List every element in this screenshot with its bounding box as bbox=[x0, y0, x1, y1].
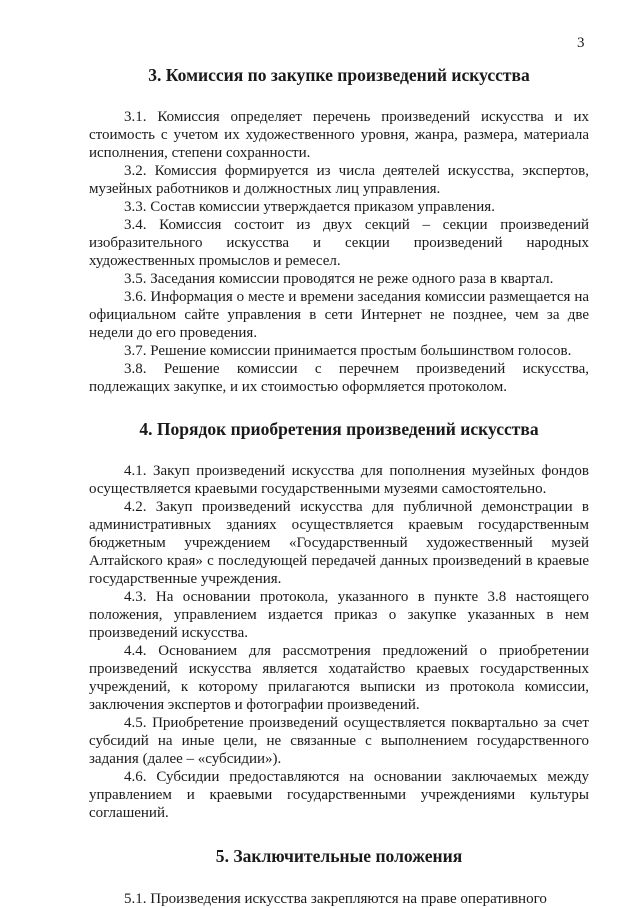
paragraph-4-4: 4.4. Основанием для рассмотрения предложений о приобретении произведений искусства является ходатайство краевых государственных учреждений, к которому прилагаются выписки из протокола комиссии, заключения экспертов и фотографии произведений. bbox=[89, 643, 589, 713]
section-5-heading: 5. Заключительные положения bbox=[215, 846, 463, 866]
paragraph-3-8: 3.8. Решение комиссии с перечнем произведений искусства, подлежащих закупке, и их стоимостью оформляется протоколом. bbox=[89, 361, 589, 395]
paragraph-4-5: 4.5. Приобретение произведений осуществляется поквартально за счет субсидий на иные цели, не связанные с выполнением государственного задания (далее – «субсидии»). bbox=[89, 715, 589, 767]
section-4-heading: 4. Порядок приобретения произведений искусства bbox=[139, 419, 539, 439]
paragraph-4-1: 4.1. Закуп произведений искусства для пополнения музейных фондов осуществляется краевыми государственными музеями самостоятельно. bbox=[89, 463, 589, 497]
paragraph-3-4: 3.4. Комиссия состоит из двух секций – секции произведений изобразительного искусства и секции произведений народных художественных промыслов и ремесел. bbox=[89, 217, 589, 269]
paragraph-4-2: 4.2. Закуп произведений искусства для публичной демонстрации в административных зданиях осуществляется краевым государственным бюджетным учреждением «Государственный художественный музей Алтайского края» с последующей передачей данных произведений в краевые государственные учреждения. bbox=[89, 499, 589, 587]
paragraph-3-7: 3.7. Решение комиссии принимается простым большинством голосов. bbox=[124, 343, 572, 359]
paragraph-3-2: 3.2. Комиссия формируется из числа деятелей искусства, экспертов, музейных работников и должностных лиц управления. bbox=[89, 163, 589, 197]
page-number: 3 bbox=[577, 35, 585, 51]
paragraph-5-1: 5.1. Произведения искусства закрепляются на праве оперативного bbox=[124, 891, 547, 907]
paragraph-3-3: 3.3. Состав комиссии утверждается приказом управления. bbox=[124, 199, 495, 215]
paragraph-4-6: 4.6. Субсидии предоставляются на основании заключаемых между управлением и краевыми государственными учреждениями культуры соглашений. bbox=[89, 769, 589, 821]
paragraph-4-3: 4.3. На основании протокола, указанного в пункте 3.8 настоящего положения, управлением издается приказ о закупке указанных в нем произведений искусства. bbox=[89, 589, 589, 641]
paragraph-3-6: 3.6. Информация о месте и времени заседания комиссии размещается на официальном сайте управления в сети Интернет не позднее, чем за две недели до его проведения. bbox=[89, 289, 589, 341]
document-body bbox=[89, 66, 589, 908]
paragraph-3-5: 3.5. Заседания комиссии проводятся не реже одного раза в квартал. bbox=[124, 271, 554, 287]
section-3-heading: 3. Комиссия по закупке произведений искусства bbox=[148, 65, 530, 85]
paragraph-3-1: 3.1. Комиссия определяет перечень произведений искусства и их стоимость с учетом их художественного уровня, жанра, размера, материала исполнения, степени сохранности. bbox=[89, 109, 589, 161]
